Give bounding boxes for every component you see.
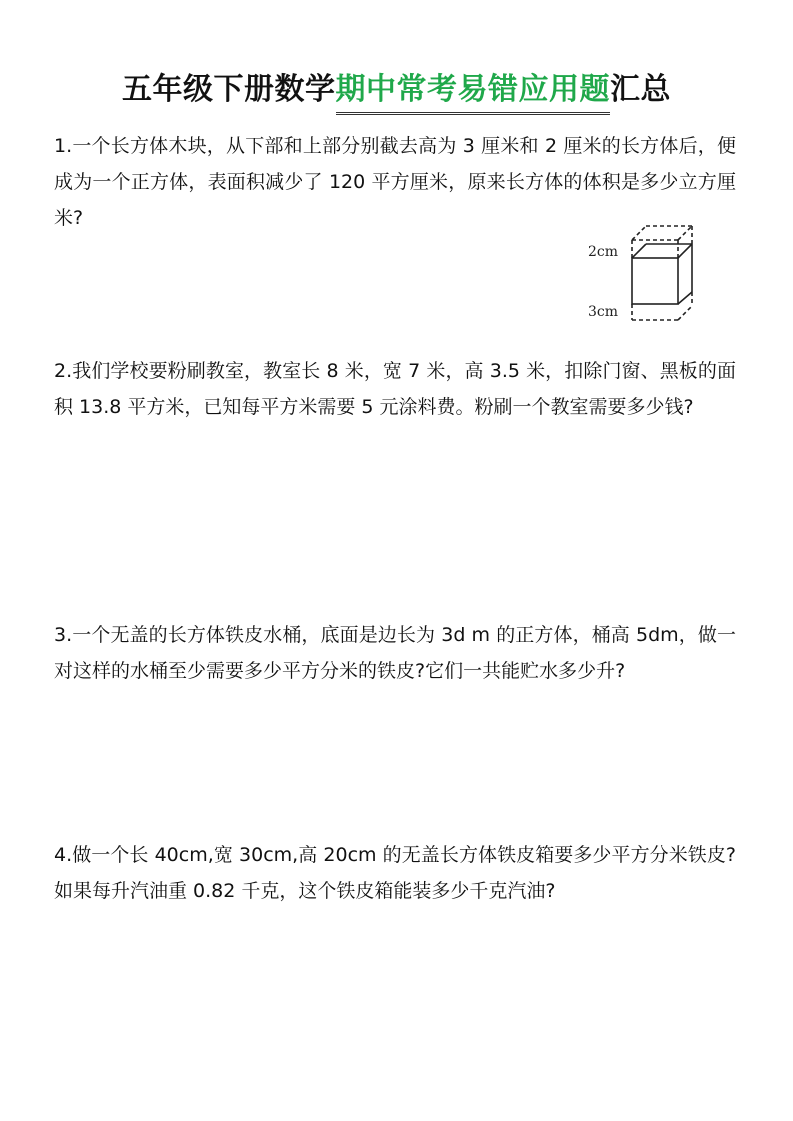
- question-text: 做一个长 40cm,宽 30cm,高 20cm 的无盖长方体铁皮箱要多少平方分米铁皮?如果每升汽油重 0.82 千克，这个铁皮箱能装多少千克汽油?: [54, 844, 736, 902]
- diagram-label-bottom: 3cm: [588, 304, 619, 320]
- page-title: [0, 70, 793, 115]
- question-text: 我们学校要粉刷教室，教室长 8 米，宽 7 米，高 3.5 米，扣除门窗、黑板的面积 13.8 平方米，已知每平方米需要 5 元涂料费。粉刷一个教室需要多少钱?: [54, 360, 736, 418]
- title-part-grade: 五年级下册数学: [122, 72, 336, 107]
- question-2: [54, 353, 736, 425]
- question-4: [54, 837, 736, 909]
- question-number: 2.: [54, 360, 73, 382]
- cuboid-diagram: [584, 222, 704, 328]
- title-part-summary: 汇总: [610, 72, 671, 107]
- question-1: [54, 128, 736, 236]
- title-part-highlight: 期中常考易错应用题: [336, 70, 611, 115]
- diagram-label-top: 2cm: [588, 244, 619, 260]
- question-number: 1.: [54, 135, 73, 157]
- question-text: 一个无盖的长方体铁皮水桶，底面是边长为 3d m 的正方体，桶高 5dm，做一对这样的水桶至少需要多少平方分米的铁皮?它们一共能贮水多少升?: [54, 624, 736, 682]
- question-number: 3.: [54, 624, 73, 646]
- question-3: [54, 617, 736, 689]
- question-number: 4.: [54, 844, 73, 866]
- question-text: 一个长方体木块，从下部和上部分别截去高为 3 厘米和 2 厘米的长方体后，便成为一个正方体，表面积减少了 120 平方厘米，原来长方体的体积是多少立方厘米?: [54, 135, 736, 229]
